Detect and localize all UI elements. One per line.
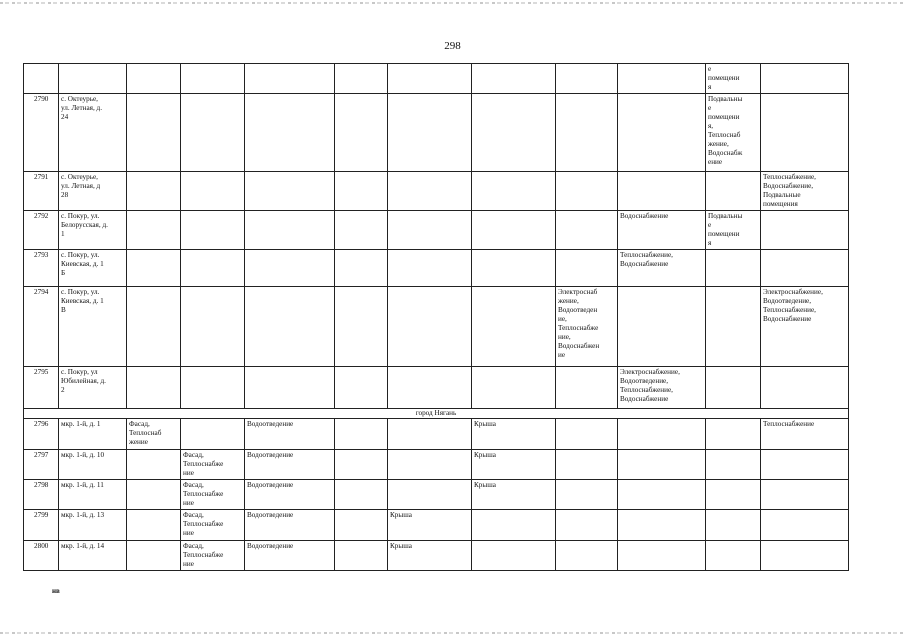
table-cell bbox=[472, 541, 556, 571]
table-cell bbox=[761, 211, 849, 250]
table-row bbox=[24, 250, 849, 287]
address-cell: с. Октеурье, ул. Летная, д 28 bbox=[59, 172, 127, 211]
row-number-cell: 2793 bbox=[24, 250, 59, 287]
table-cell bbox=[761, 64, 849, 94]
table-cell: Крыша bbox=[472, 419, 556, 450]
table-cell bbox=[335, 64, 388, 94]
table-cell bbox=[472, 510, 556, 541]
table-cell: Подвальны е помещени я, Теплоснаб жение, Водоснабж ение bbox=[706, 94, 761, 172]
table-cell bbox=[127, 480, 181, 510]
table-cell: Фасад, Теплоснаб жение bbox=[127, 419, 181, 450]
table-cell bbox=[472, 250, 556, 287]
table-cell bbox=[245, 94, 335, 172]
table-cell bbox=[335, 94, 388, 172]
table-cell bbox=[706, 172, 761, 211]
table-cell bbox=[245, 172, 335, 211]
table-cell bbox=[761, 367, 849, 409]
address-cell: мкр. 1-й, д. 10 bbox=[59, 450, 127, 480]
table-cell bbox=[556, 172, 618, 211]
table-cell: Электроснабжение, Водоотведение, Теплоснабжение, Водоснабжение bbox=[761, 287, 849, 367]
table-cell: Фасад, Теплоснабже ние bbox=[181, 510, 245, 541]
table-cell bbox=[706, 367, 761, 409]
table-cell bbox=[761, 510, 849, 541]
city-section bbox=[24, 409, 849, 419]
table-cell bbox=[388, 367, 472, 409]
city-header-row bbox=[24, 409, 849, 419]
table-cell bbox=[556, 367, 618, 409]
table-row bbox=[24, 510, 849, 541]
table-cell bbox=[556, 541, 618, 571]
table-cell: Теплоснабжение, Водоснабжение bbox=[618, 250, 706, 287]
table-cell bbox=[618, 450, 706, 480]
row-number-cell: 2798 bbox=[24, 480, 59, 510]
table-cell bbox=[127, 64, 181, 94]
address-cell: мкр. 1-й, д. 14 bbox=[59, 541, 127, 571]
table-section-b bbox=[24, 419, 849, 571]
city-header: город Нягань bbox=[24, 409, 849, 419]
table-cell bbox=[388, 480, 472, 510]
scan-edge-top bbox=[0, 2, 905, 4]
table-cell bbox=[335, 480, 388, 510]
table-cell bbox=[181, 94, 245, 172]
table-cell bbox=[181, 211, 245, 250]
table-cell bbox=[472, 211, 556, 250]
table-cell bbox=[181, 419, 245, 450]
table-cell bbox=[335, 287, 388, 367]
table-cell bbox=[335, 419, 388, 450]
table-cell bbox=[127, 510, 181, 541]
footer-mark: нв bbox=[52, 587, 60, 595]
table-cell: Крыша bbox=[472, 480, 556, 510]
address-cell: мкр. 1-й, д. 13 bbox=[59, 510, 127, 541]
address-cell: с. Покур, ул. Киевская, д. 1 Б bbox=[59, 250, 127, 287]
table-cell bbox=[556, 480, 618, 510]
table-cell bbox=[706, 541, 761, 571]
address-cell: с. Покур, ул. Киевская, д. 1 В bbox=[59, 287, 127, 367]
address-cell: мкр. 1-й, д. 11 bbox=[59, 480, 127, 510]
row-number-cell: 2792 bbox=[24, 211, 59, 250]
table-cell bbox=[335, 510, 388, 541]
table-cell: Водоснабжение bbox=[618, 211, 706, 250]
table-cell bbox=[706, 419, 761, 450]
table-cell bbox=[127, 367, 181, 409]
table-row bbox=[24, 211, 849, 250]
table-cell bbox=[335, 211, 388, 250]
table-cell bbox=[472, 172, 556, 211]
table-cell bbox=[706, 287, 761, 367]
table-row bbox=[24, 419, 849, 450]
table-cell bbox=[761, 94, 849, 172]
table-cell bbox=[618, 510, 706, 541]
table-cell bbox=[245, 211, 335, 250]
table-cell: Крыша bbox=[472, 450, 556, 480]
table-cell: Электроснабжение, Водоотведение, Теплоснабжение, Водоснабжение bbox=[618, 367, 706, 409]
table-cell: Фасад, Теплоснабже ние bbox=[181, 480, 245, 510]
page-number: 298 bbox=[444, 40, 461, 52]
table-cell: Водоотведение bbox=[245, 541, 335, 571]
row-number-cell: 2797 bbox=[24, 450, 59, 480]
table-cell bbox=[388, 419, 472, 450]
table-cell bbox=[556, 250, 618, 287]
table-cell bbox=[127, 172, 181, 211]
table-cell bbox=[618, 172, 706, 211]
table-cell bbox=[181, 287, 245, 367]
table-cell bbox=[472, 367, 556, 409]
table-cell bbox=[618, 64, 706, 94]
table-cell bbox=[127, 287, 181, 367]
table-cell bbox=[335, 367, 388, 409]
table-cell bbox=[556, 211, 618, 250]
table-cell bbox=[388, 250, 472, 287]
table-cell bbox=[127, 450, 181, 480]
table-cell bbox=[181, 64, 245, 94]
table-cell bbox=[556, 94, 618, 172]
address-cell bbox=[59, 64, 127, 94]
table-cell bbox=[388, 172, 472, 211]
table-cell bbox=[556, 450, 618, 480]
table-cell: Крыша bbox=[388, 510, 472, 541]
table-cell: Фасад, Теплоснабже ние bbox=[181, 450, 245, 480]
table-cell bbox=[245, 287, 335, 367]
table-cell: Электроснаб жение, Водоотведен ие, Теплоснабже ние, Водоснабжен ие bbox=[556, 287, 618, 367]
table-cell bbox=[706, 510, 761, 541]
table-cell bbox=[127, 250, 181, 287]
table-cell bbox=[388, 287, 472, 367]
table-row bbox=[24, 287, 849, 367]
table-cell bbox=[335, 250, 388, 287]
table-cell bbox=[127, 94, 181, 172]
address-cell: с. Октеурье, ул. Летная, д. 24 bbox=[59, 94, 127, 172]
table-cell bbox=[761, 480, 849, 510]
table-cell: Теплоснабжение, Водоснабжение, Подвальные помещения bbox=[761, 172, 849, 211]
table-row bbox=[24, 367, 849, 409]
table-cell bbox=[245, 367, 335, 409]
table-cell bbox=[388, 450, 472, 480]
row-number-cell bbox=[24, 64, 59, 94]
row-number-cell: 2791 bbox=[24, 172, 59, 211]
table-cell bbox=[127, 541, 181, 571]
table-cell: Подвальны е помещени я bbox=[706, 211, 761, 250]
table-cell bbox=[388, 211, 472, 250]
table-cell bbox=[706, 250, 761, 287]
table-cell bbox=[388, 94, 472, 172]
address-cell: с. Покур, ул. Белорусская, д. 1 bbox=[59, 211, 127, 250]
address-cell: мкр. 1-й, д. 1 bbox=[59, 419, 127, 450]
table-cell bbox=[472, 64, 556, 94]
register-table bbox=[23, 63, 849, 571]
table-cell bbox=[181, 172, 245, 211]
table-section-a bbox=[24, 64, 849, 409]
table-cell bbox=[181, 250, 245, 287]
table-row bbox=[24, 450, 849, 480]
table-cell bbox=[388, 64, 472, 94]
table-cell bbox=[761, 250, 849, 287]
table-cell bbox=[706, 480, 761, 510]
table-cell: Водоотведение bbox=[245, 450, 335, 480]
continuation-row bbox=[24, 64, 849, 94]
table-cell bbox=[245, 250, 335, 287]
table-cell bbox=[618, 419, 706, 450]
table-row bbox=[24, 172, 849, 211]
table-cell: Фасад, Теплоснабже ние bbox=[181, 541, 245, 571]
table-cell bbox=[556, 419, 618, 450]
row-number-cell: 2800 bbox=[24, 541, 59, 571]
table-cell bbox=[556, 510, 618, 541]
table-row bbox=[24, 94, 849, 172]
row-number-cell: 2794 bbox=[24, 287, 59, 367]
table-cell: Водоотведение bbox=[245, 510, 335, 541]
table-cell bbox=[618, 287, 706, 367]
table-cell: Водоотведение bbox=[245, 419, 335, 450]
row-number-cell: 2790 bbox=[24, 94, 59, 172]
table-cell bbox=[335, 172, 388, 211]
table-cell bbox=[556, 64, 618, 94]
table-cell bbox=[618, 541, 706, 571]
table-cell bbox=[761, 541, 849, 571]
table-row bbox=[24, 541, 849, 571]
table-cell bbox=[245, 64, 335, 94]
table-cell: Водоотведение bbox=[245, 480, 335, 510]
table-cell: Крыша bbox=[388, 541, 472, 571]
table-cell bbox=[706, 450, 761, 480]
table-cell bbox=[472, 287, 556, 367]
scan-edge-bottom bbox=[0, 632, 905, 634]
row-number-cell: 2799 bbox=[24, 510, 59, 541]
table-cell: Теплоснабжение bbox=[761, 419, 849, 450]
table-cell bbox=[335, 450, 388, 480]
row-number-cell: 2795 bbox=[24, 367, 59, 409]
table-cell: е помещени я bbox=[706, 64, 761, 94]
table-cell bbox=[618, 94, 706, 172]
table-cell bbox=[181, 367, 245, 409]
table-cell bbox=[335, 541, 388, 571]
table-cell bbox=[472, 94, 556, 172]
row-number-cell: 2796 bbox=[24, 419, 59, 450]
address-cell: с. Покур, ул Юбилейная, д. 2 bbox=[59, 367, 127, 409]
table-cell bbox=[127, 211, 181, 250]
table-cell bbox=[618, 480, 706, 510]
table-row bbox=[24, 480, 849, 510]
table-cell bbox=[761, 450, 849, 480]
